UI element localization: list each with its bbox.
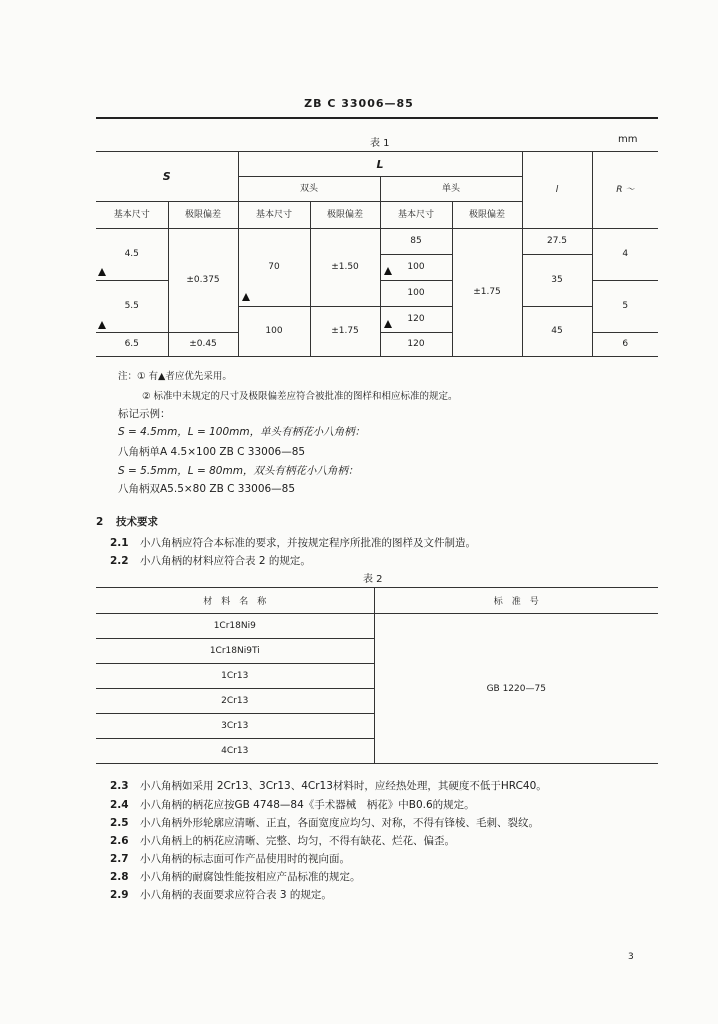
item-text: 小八角柄的材料应符合表 2 的规定。 — [140, 555, 311, 567]
dbl-basic: 70 — [238, 229, 310, 307]
R-value: 6 — [592, 333, 658, 357]
item-number: 2.6 — [110, 835, 129, 847]
s-dev: ±0.375 — [168, 229, 238, 333]
section-title: 技术要求 — [116, 516, 158, 528]
preferred-marker-icon — [384, 267, 392, 275]
document-header: ZB C 33006—85 — [304, 97, 414, 110]
header-rule — [96, 117, 658, 119]
item-2-6 — [110, 833, 455, 848]
item-text: 小八角柄应符合本标准的要求，并按规定程序所批准的图样及文件制造。 — [140, 537, 476, 549]
l-value: 35 — [522, 255, 592, 307]
col-L: L — [238, 152, 522, 177]
item-number: 2.7 — [110, 853, 129, 865]
sgl-basic: 100 — [380, 281, 452, 307]
s-value: 6.5 — [96, 333, 168, 357]
R-value: 4 — [592, 229, 658, 281]
hdr-standard: 标 准 号 — [374, 588, 658, 614]
page-number: 3 — [628, 952, 634, 962]
col-R: R ～ — [592, 152, 658, 229]
material-name: 4Cr13 — [96, 739, 374, 764]
item-number: 2.8 — [110, 871, 129, 883]
item-2-1 — [110, 535, 476, 550]
hdr-dev: 极限偏差 — [310, 202, 380, 229]
marking-line-3: S = 5.5mm，L = 80mm，双头有柄花小八角柄： — [118, 465, 359, 477]
dbl-basic: 100 — [238, 307, 310, 357]
hdr-basic: 基本尺寸 — [96, 202, 168, 229]
sgl-basic: 85 — [380, 229, 452, 255]
preferred-marker-icon — [384, 320, 392, 328]
preferred-marker-icon — [98, 321, 106, 329]
item-2-8 — [110, 869, 361, 884]
sgl-basic: 120 — [380, 307, 452, 333]
item-number: 2.2 — [110, 555, 129, 567]
item-number: 2.9 — [110, 889, 129, 901]
sgl-dev: ±1.75 — [452, 229, 522, 357]
hdr-dev: 极限偏差 — [168, 202, 238, 229]
item-text: 小八角柄外形轮廓应清晰、正直，各面宽度应均匀、对称，不得有锋棱、毛刺、裂纹。 — [140, 817, 539, 829]
table1-unit: mm — [618, 134, 638, 145]
item-number: 2.4 — [110, 799, 129, 811]
preferred-marker-icon — [98, 268, 106, 276]
item-number: 2.5 — [110, 817, 129, 829]
item-2-9 — [110, 887, 332, 902]
hdr-basic: 基本尺寸 — [380, 202, 452, 229]
material-name: 1Cr18Ni9 — [96, 614, 374, 639]
l-value: 27.5 — [522, 229, 592, 255]
R-value: 5 — [592, 281, 658, 333]
item-2-3 — [110, 778, 547, 793]
marking-title: 标记示例： — [118, 408, 171, 420]
item-2-4 — [110, 797, 475, 812]
item-2-5 — [110, 815, 539, 830]
marking-line-4: 八角柄双A5.5×80 ZB C 33006—85 — [118, 483, 296, 495]
section-2-heading — [96, 514, 158, 529]
dbl-dev: ±1.75 — [310, 307, 380, 357]
s-value: 5.5 — [96, 281, 168, 333]
item-text: 小八角柄如采用 2Cr13、3Cr13、4Cr13材料时，应经热处理，其硬度不低于HRC40。 — [140, 780, 547, 792]
section-number: 2 — [96, 516, 104, 528]
sgl-basic: 100 — [380, 255, 452, 281]
item-text: 小八角柄的柄花应按GB 4748—84《手术器械 柄花》中B0.6的规定。 — [140, 799, 475, 811]
material-name: 3Cr13 — [96, 714, 374, 739]
hdr-basic: 基本尺寸 — [238, 202, 310, 229]
item-2-2 — [110, 553, 311, 568]
marking-line-2: 八角柄单A 4.5×100 ZB C 33006—85 — [118, 446, 306, 458]
hdr-dev: 极限偏差 — [452, 202, 522, 229]
item-number: 2.1 — [110, 537, 129, 549]
col-double: 双头 — [238, 177, 380, 202]
item-text: 小八角柄的耐腐蚀性能按相应产品标准的规定。 — [140, 871, 361, 883]
marking-line-1: S = 4.5mm，L = 100mm，单头有柄花小八角柄： — [118, 426, 366, 438]
dbl-dev: ±1.50 — [310, 229, 380, 307]
item-number: 2.3 — [110, 780, 129, 792]
s-dev: ±0.45 — [168, 333, 238, 357]
sgl-basic: 120 — [380, 333, 452, 357]
table2 — [96, 587, 658, 764]
material-name: 1Cr13 — [96, 664, 374, 689]
hdr-material: 材 料 名 称 — [96, 588, 374, 614]
item-text: 小八角柄上的柄花应清晰、完整、均匀，不得有缺花、烂花、偏歪。 — [140, 835, 455, 847]
table1-title: 表 1 — [370, 138, 390, 149]
preferred-marker-icon — [242, 293, 250, 301]
material-name: 2Cr13 — [96, 689, 374, 714]
table1 — [96, 151, 658, 357]
col-S: S — [96, 152, 238, 202]
material-name: 1Cr18Ni9Ti — [96, 639, 374, 664]
standard-number: GB 1220—75 — [374, 614, 658, 764]
note-1: 注：① 有▲者应优先采用。 — [118, 371, 232, 382]
s-value: 4.5 — [96, 229, 168, 281]
l-value: 45 — [522, 307, 592, 357]
col-single: 单头 — [380, 177, 522, 202]
col-l: l — [522, 152, 592, 229]
item-text: 小八角柄的表面要求应符合表 3 的规定。 — [140, 889, 332, 901]
note-2: ② 标准中未规定的尺寸及极限偏差应符合被批准的图样和相应标准的规定。 — [142, 391, 458, 402]
item-text: 小八角柄的标志面可作产品使用时的视向面。 — [140, 853, 350, 865]
table2-title: 表 2 — [363, 574, 383, 585]
item-2-7 — [110, 851, 350, 866]
